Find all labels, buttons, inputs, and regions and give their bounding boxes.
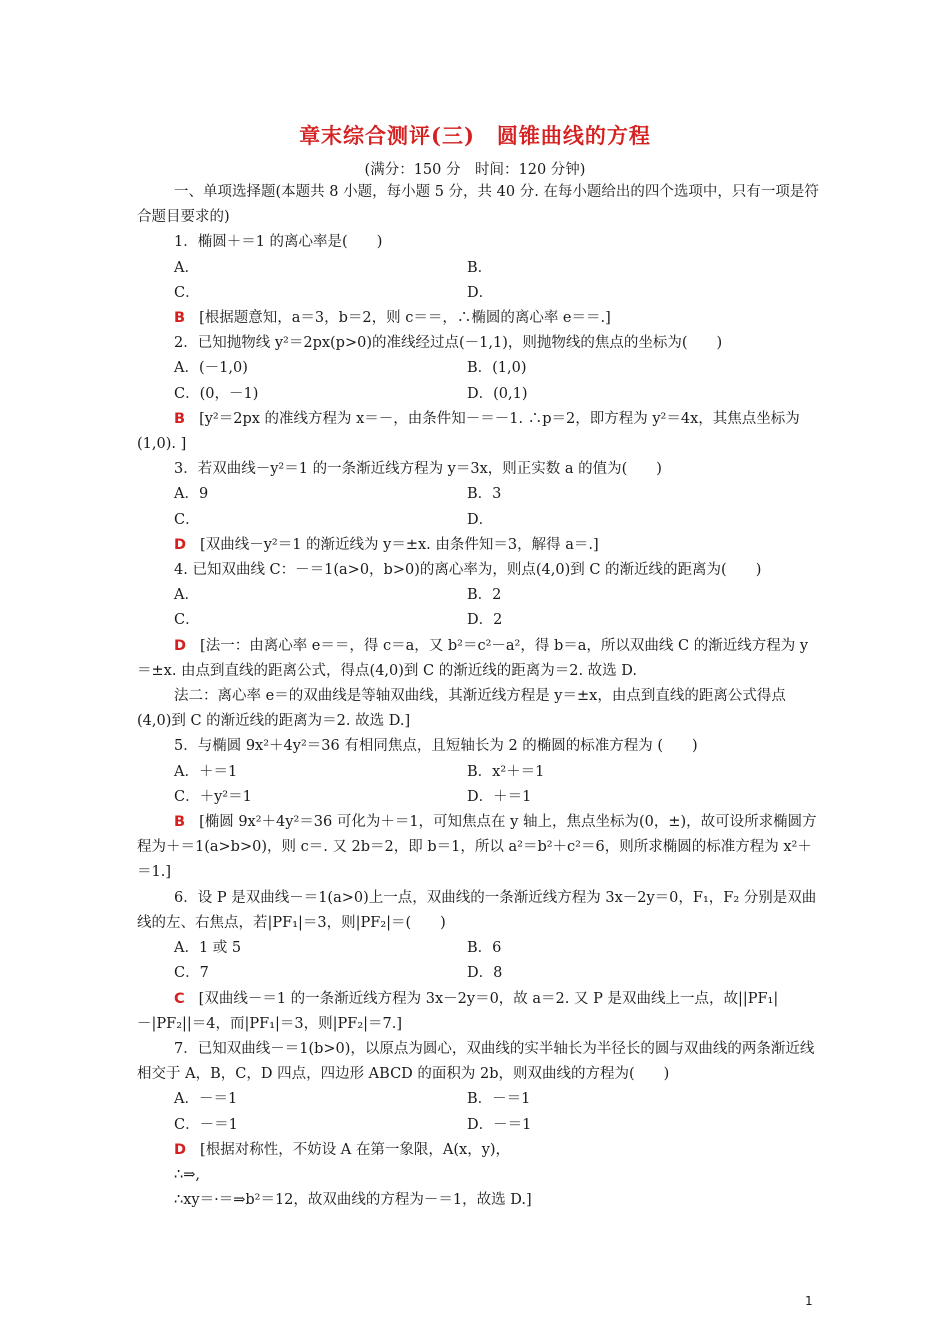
question-1-solution [137, 306, 820, 331]
option-b: B．－＝1 [467, 1091, 531, 1108]
option-a: A． [174, 259, 199, 276]
explanation: [根据题意知，a＝3，b＝2，则 c＝＝，∴椭圆的离心率 e＝＝.] [199, 310, 611, 327]
option-a: A．＋＝1 [174, 763, 238, 780]
option-a: A．9 [174, 486, 209, 503]
page-title: 章末综合测评(三) 圆锥曲线的方程 [299, 123, 651, 148]
explanation: [法一：由离心率 e＝＝，得 c＝a，又 b²＝c²－a²，得 b＝a，所以双曲线 C 的渐近线方程为 y＝±x. 由点到直线的距离公式，得点(4,0)到 C 的渐近线的距离为＝2. 故选 D. [137, 637, 809, 679]
question-5-stem: 5．与椭圆 9x²＋4y²＝36 有相同焦点，且短轴长为 2 的椭圆的标准方程为 ( ) [174, 738, 698, 755]
answer-letter: D [174, 536, 187, 553]
question-2-options-row1 [137, 356, 820, 381]
question-1-options-row2 [137, 281, 820, 306]
question-7-stem: 7．已知双曲线－＝1(b>0)，以原点为圆心，双曲线的实半轴长为半径长的圆与双曲线的两条渐近线相交于 A，B，C，D 四点，四边形 ABCD 的面积为 2b，则双曲线的方程为( ) [137, 1040, 815, 1083]
option-a: A．1 或 5 [174, 940, 242, 957]
question-5-options-row1 [137, 760, 820, 785]
question-7-options-row1 [137, 1087, 820, 1112]
question-1-options-row1 [137, 256, 820, 281]
document-body [137, 180, 820, 1213]
option-c: C．(0，－1) [174, 385, 259, 402]
question-7-options-row2 [137, 1113, 820, 1138]
explanation: [双曲线－y²＝1 的渐近线为 y＝±x. 由条件知＝3，解得 a＝.] [200, 536, 599, 553]
option-a: A．－＝1 [174, 1091, 238, 1108]
section-heading: 一、单项选择题(本题共 8 小题，每小题 5 分，共 40 分. 在每小题给出的四个选项中，只有一项是符合题目要求的) [137, 184, 819, 226]
question-4-solution [137, 634, 820, 684]
answer-letter: B [174, 310, 186, 327]
question-6-solution [137, 987, 820, 1037]
option-c: C． [174, 612, 200, 629]
option-d: D．－＝1 [467, 1116, 532, 1133]
question-6-options-row1 [137, 936, 820, 961]
question-2-solution [137, 407, 820, 457]
question-3-solution [137, 533, 820, 558]
explanation: [y²＝2px 的准线方程为 x＝－，由条件知－＝－1. ∴p＝2，即方程为 y²＝4x，其焦点坐标为(1,0). ] [137, 410, 800, 453]
question-1-stem: 1．椭圆＋＝1 的离心率是( ) [174, 234, 383, 251]
explanation: [根据对称性，不妨设 A 在第一象限，A(x，y)， [200, 1141, 511, 1158]
question-3-options-row1 [137, 482, 820, 507]
question-4-stem: 4. 已知双曲线 C：－＝1(a>0，b>0)的离心率为，则点(4,0)到 C 的渐近线的距离为( ) [174, 562, 762, 579]
page-number: 1 [805, 1294, 813, 1308]
answer-letter: B [174, 814, 186, 831]
question-7-solution-line3: ∴xy＝·＝⇒b²＝12，故双曲线的方程为－＝1，故选 D.] [174, 1192, 532, 1209]
question-4-solution-alt: 法二：离心率 e＝的双曲线是等轴双曲线，其渐近线方程是 y＝±x，由点到直线的距离公式得点(4,0)到 C 的渐近线的距离为＝2. 故选 D.] [137, 688, 786, 730]
option-b: B． [467, 259, 493, 276]
option-d: D．2 [467, 612, 503, 629]
question-5-options-row2 [137, 785, 820, 810]
option-c: C． [174, 284, 200, 301]
answer-letter: C [174, 990, 185, 1007]
question-2-options-row2 [137, 382, 820, 407]
question-7-solution-line2: ∴⇒, [174, 1166, 200, 1183]
question-6-options-row2 [137, 961, 820, 986]
option-c: C．－＝1 [174, 1116, 238, 1133]
question-4-options-row1 [137, 583, 820, 608]
explanation: [椭圆 9x²＋4y²＝36 可化为＋＝1，可知焦点在 y 轴上，焦点坐标为(0，±)，故可设所求椭圆方程为＋＝1(a>b>0)，则 c＝. 又 2b＝2，即 b＝1，所以 a²＝b²＋c²＝6，则所求椭圆的标准方程为 x²＋＝1.] [137, 814, 817, 881]
option-b: B．3 [467, 486, 502, 503]
option-a: A．(－1,0) [174, 360, 248, 377]
exam-info: (满分：150 分 时间：120 分钟) [364, 162, 586, 178]
option-d: D． [467, 511, 494, 528]
question-4-options-row2 [137, 608, 820, 633]
question-3-stem: 3．若双曲线－y²＝1 的一条渐近线方程为 y＝3x，则正实数 a 的值为( ) [174, 461, 662, 478]
question-3-options-row2 [137, 508, 820, 533]
question-5-solution [137, 810, 820, 886]
answer-letter: B [174, 410, 186, 427]
option-d: D． [467, 284, 494, 301]
answer-letter: D [174, 637, 187, 654]
option-c: C．＋y²＝1 [174, 788, 252, 805]
option-d: D．＋＝1 [467, 788, 532, 805]
option-d: D．8 [467, 965, 503, 982]
explanation: [双曲线－＝1 的一条渐近线方程为 3x－2y＝0，故 a＝2. 又 P 是双曲线上一点，故||PF₁|－|PF₂||＝4，而|PF₁|＝3，则|PF₂|＝7.] [137, 990, 779, 1032]
option-c: C． [174, 511, 200, 528]
option-b: B．6 [467, 940, 502, 957]
option-a: A． [174, 587, 199, 604]
answer-letter: D [174, 1141, 187, 1158]
option-c: C．7 [174, 965, 209, 982]
question-2-stem: 2．已知抛物线 y²＝2px(p>0)的准线经过点(－1,1)，则抛物线的焦点的坐标为( ) [174, 335, 723, 352]
option-b: B．(1,0) [467, 360, 527, 377]
option-b: B．2 [467, 587, 502, 604]
option-b: B．x²＋＝1 [467, 763, 545, 780]
question-7-solution [137, 1138, 820, 1163]
option-d: D．(0,1) [467, 385, 528, 402]
question-6-stem: 6．设 P 是双曲线－＝1(a>0)上一点，双曲线的一条渐近线方程为 3x－2y＝0，F₁，F₂ 分别是双曲线的左、右焦点，若|PF₁|＝3，则|PF₂|＝( ) [137, 889, 817, 931]
